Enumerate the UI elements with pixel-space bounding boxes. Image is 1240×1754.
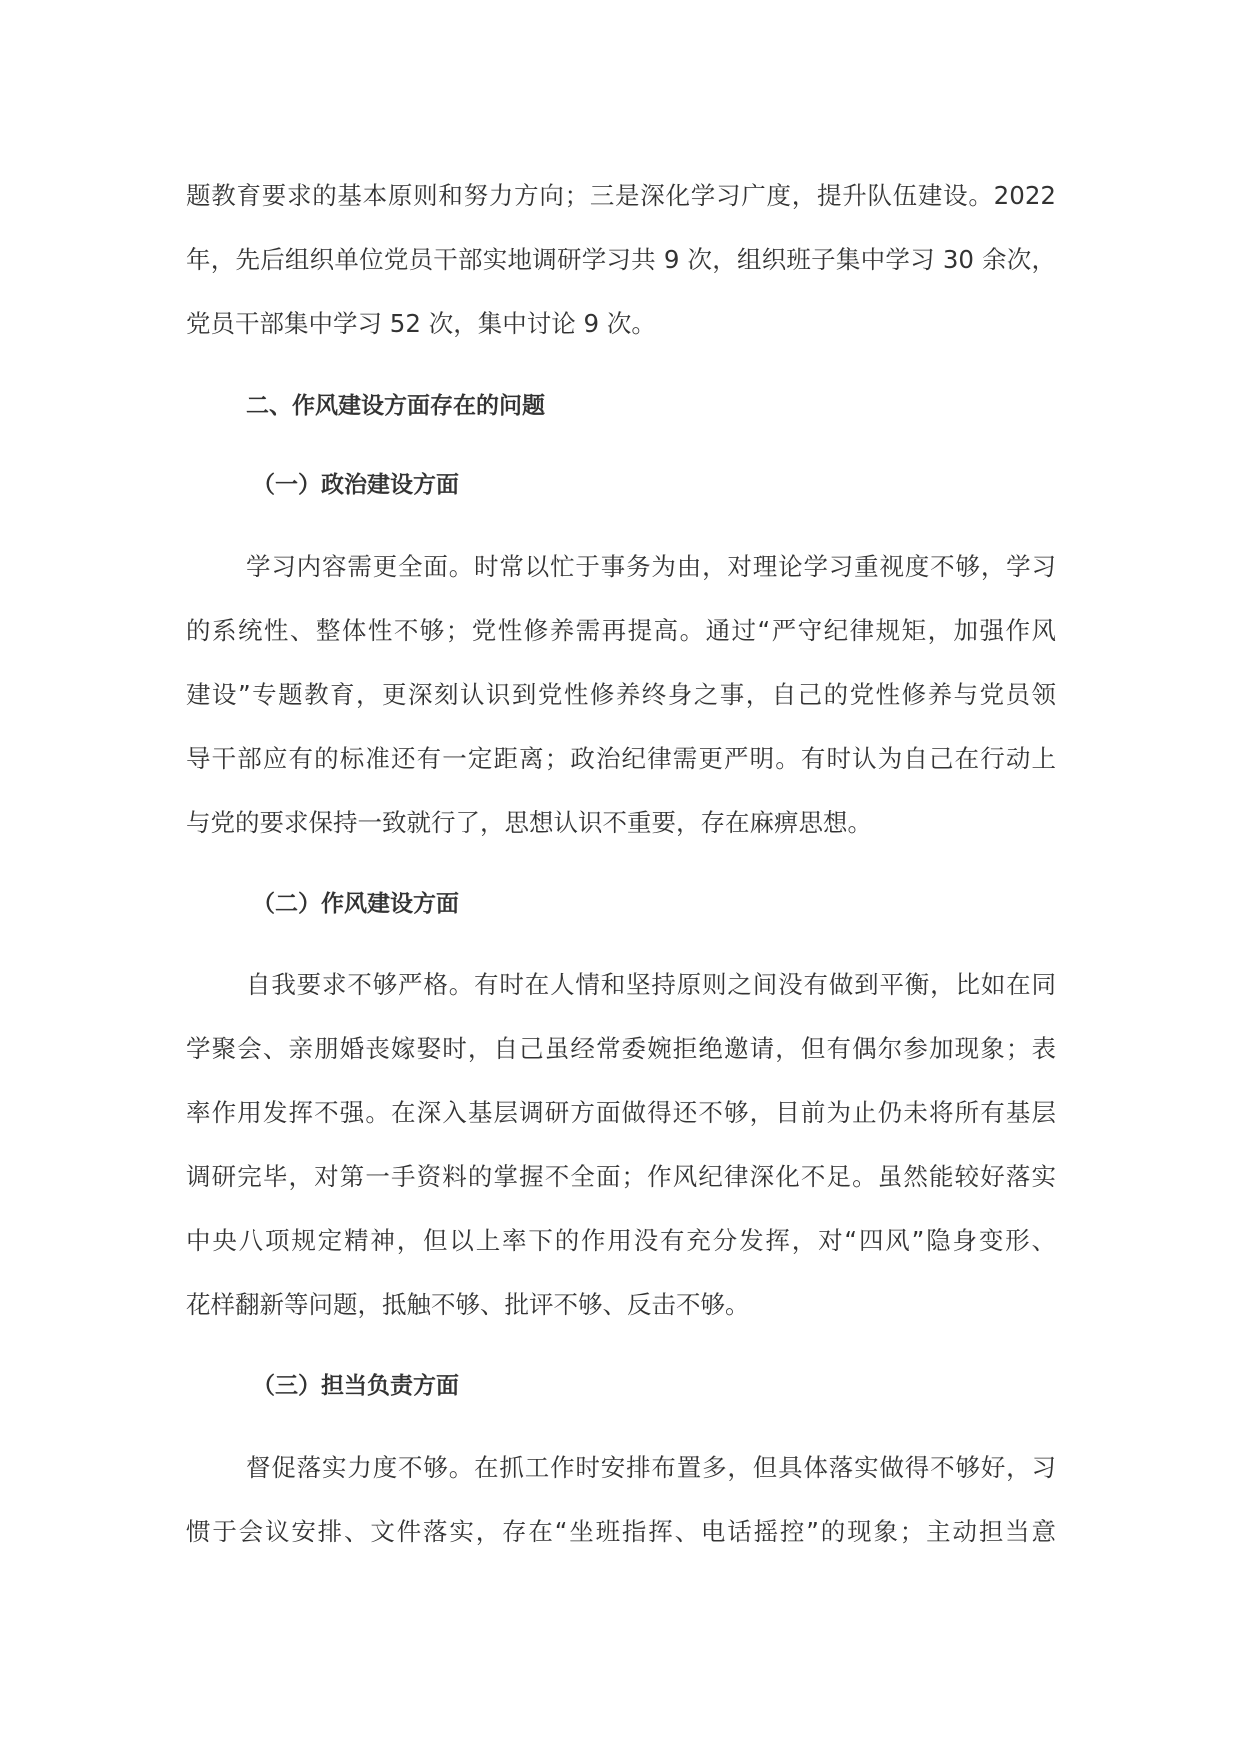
paragraph-line: 的系统性、整体性不够；党性修养需再提高。通过“严守纪律规矩，加强作风	[186, 616, 1056, 645]
paragraph-line: 花样翻新等问题，抵触不够、批评不够、反击不够。	[186, 1290, 750, 1319]
paragraph-line: 导干部应有的标准还有一定距离；政治纪律需更严明。有时认为自己在行动上	[186, 744, 1056, 773]
paragraph-line: 调研完毕，对第一手资料的掌握不全面；作风纪律深化不足。虽然能较好落实	[186, 1162, 1056, 1191]
subsection-heading: （三）担当负责方面	[252, 1373, 459, 1399]
paragraph-line: 题教育要求的基本原则和努力方向；三是深化学习广度，提升队伍建设。2022	[186, 181, 1056, 210]
paragraph-line: 与党的要求保持一致就行了，思想认识不重要，存在麻痹思想。	[186, 808, 872, 837]
paragraph-line: 年，先后组织单位党员干部实地调研学习共 9 次，组织班子集中学习 30 余次，	[186, 245, 1056, 274]
paragraph-line: 自我要求不够严格。有时在人情和坚持原则之间没有做到平衡，比如在同	[246, 970, 1056, 999]
paragraph-line: 建设”专题教育，更深刻认识到党性修养终身之事，自己的党性修养与党员领	[186, 680, 1056, 709]
subsection-heading: （二）作风建设方面	[252, 891, 459, 917]
paragraph-line: 学习内容需更全面。时常以忙于事务为由，对理论学习重视度不够，学习	[246, 552, 1056, 581]
section-heading: 二、作风建设方面存在的问题	[246, 393, 545, 419]
subsection-heading: （一）政治建设方面	[252, 472, 459, 498]
paragraph-line: 惯于会议安排、文件落实，存在“坐班指挥、电话摇控”的现象；主动担当意	[186, 1517, 1056, 1546]
paragraph-line: 中央八项规定精神，但以上率下的作用没有充分发挥，对“四风”隐身变形、	[186, 1226, 1056, 1255]
paragraph-line: 党员干部集中学习 52 次，集中讨论 9 次。	[186, 309, 656, 338]
paragraph-line: 学聚会、亲朋婚丧嫁娶时，自己虽经常委婉拒绝邀请，但有偶尔参加现象；表	[186, 1034, 1056, 1063]
paragraph-line: 督促落实力度不够。在抓工作时安排布置多，但具体落实做得不够好，习	[246, 1453, 1056, 1482]
paragraph-line: 率作用发挥不强。在深入基层调研方面做得还不够，目前为止仍未将所有基层	[186, 1098, 1056, 1127]
